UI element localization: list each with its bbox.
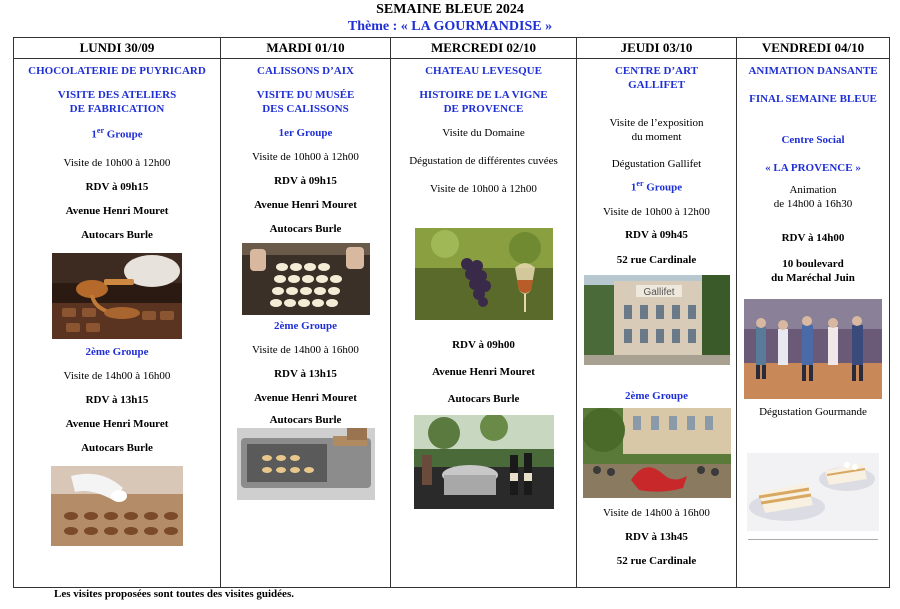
chocolate-pouring-photo — [52, 253, 182, 339]
friday-event: ANIMATION DANSANTE — [748, 65, 878, 77]
day-header-row — [14, 38, 890, 59]
monday-rdv2: RDV à 13h15 — [85, 393, 149, 406]
tuesday-address1: Avenue Henri Mouret — [254, 199, 357, 211]
thursday-tasting: Dégustation Gallifet — [611, 158, 702, 170]
calissons-tray-photo — [242, 243, 370, 315]
schedule-table — [13, 37, 890, 588]
wednesday-address: Avenue Henri Mouret — [432, 366, 535, 378]
friday-address-line1: 10 boulevard — [782, 258, 844, 270]
footer-note: Les visites proposées sont toutes des visites guidées. — [54, 588, 294, 600]
day-header-thursday: JEUDI 03/10 — [577, 38, 737, 59]
friday-rdv: RDV à 14h00 — [781, 232, 845, 244]
monday-group2: 2ème Groupe — [85, 345, 149, 358]
friday-divider — [748, 539, 878, 540]
monday-visit2: Visite de 14h00 à 16h00 — [63, 369, 171, 382]
wednesday-rdv: RDV à 09h00 — [452, 339, 515, 351]
gallifet-sign-text: Gallifet — [642, 286, 675, 298]
wednesday-tasting: Dégustation de différentes cuvées — [409, 155, 558, 167]
tuesday-visit2: Visite de 14h00 à 16h00 — [252, 344, 359, 356]
tuesday-address2: Avenue Henri Mouret — [254, 392, 357, 404]
day-header-tuesday: MARDI 01/10 — [221, 38, 391, 59]
day-header-monday: LUNDI 30/09 — [14, 38, 221, 59]
monday-activity-line1: VISITE DES ATELIERS — [57, 89, 177, 101]
wednesday-visit-time: Visite de 10h00 à 12h00 — [430, 183, 537, 195]
friday-animation-line1: Animation — [789, 184, 837, 196]
friday-final: FINAL SEMAINE BLEUE — [749, 93, 877, 105]
tuesday-activity-line1: VISITE DU MUSÉE — [256, 89, 355, 101]
vineyard-grapes-photo — [415, 228, 553, 320]
thursday-place-line2: GALLIFET — [628, 79, 685, 91]
pastry-photo — [747, 453, 879, 531]
wednesday-activity-line1: HISTOIRE DE LA VIGNE — [419, 89, 548, 101]
wednesday-place: CHATEAU LEVESQUE — [425, 65, 542, 77]
monday-rdv1: RDV à 09h15 — [85, 180, 149, 193]
thursday-group2: 2ème Groupe — [624, 389, 689, 402]
tuesday-place: CALISSONS D’AIX — [257, 65, 354, 77]
thursday-visit2: Visite de 14h00 à 16h00 — [603, 506, 710, 519]
calisson-machine-photo — [237, 428, 375, 500]
friday-venue: Centre Social — [781, 134, 845, 146]
gallifet-garden-photo — [583, 408, 731, 498]
day-header-wednesday: MERCREDI 02/10 — [391, 38, 577, 59]
monday-transport2: Autocars Burle — [81, 441, 153, 454]
wednesday-domain-visit: Visite du Domaine — [442, 127, 525, 139]
thursday-expo-line1: Visite de l’exposition — [609, 117, 704, 129]
thursday-visit1: Visite de 10h00 à 12h00 — [603, 205, 710, 218]
monday-address2: Avenue Henri Mouret — [65, 417, 169, 430]
monday-group1: 1er Groupe — [91, 126, 143, 141]
friday-address-line2: du Maréchal Juin — [771, 272, 855, 284]
thursday-place-line1: CENTRE D’ART — [614, 65, 699, 77]
tuesday-column — [221, 59, 391, 588]
tuesday-rdv2: RDV à 13h15 — [274, 368, 337, 380]
thursday-address2: 52 rue Cardinale — [616, 554, 697, 567]
tuesday-group1: 1er Groupe — [278, 127, 333, 139]
thursday-rdv2: RDV à 13h45 — [625, 530, 688, 543]
gallifet-building-photo — [584, 275, 730, 365]
tuesday-transport2: Autocars Burle — [269, 414, 342, 426]
monday-activity-line2: DE FABRICATION — [69, 103, 165, 115]
wednesday-activity-line2: DE PROVENCE — [443, 103, 524, 115]
thursday-column — [577, 59, 737, 588]
friday-column — [737, 59, 890, 588]
tuesday-visit1: Visite de 10h00 à 12h00 — [252, 151, 359, 163]
tuesday-group2: 2ème Groupe — [273, 320, 338, 332]
thursday-address1: 52 rue Cardinale — [616, 253, 697, 266]
page-title: SEMAINE BLEUE 2024 — [376, 2, 524, 17]
thursday-group1: 1er Groupe — [630, 179, 683, 194]
monday-address1: Avenue Henri Mouret — [65, 204, 169, 217]
monday-transport1: Autocars Burle — [81, 228, 153, 241]
wednesday-column — [391, 59, 577, 588]
tuesday-transport1: Autocars Burle — [269, 223, 342, 235]
friday-animation-line2: de 14h00 à 16h30 — [773, 198, 853, 210]
friday-tasting: Dégustation Gourmande — [759, 406, 867, 418]
day-header-friday: VENDREDI 04/10 — [737, 38, 890, 59]
monday-column — [14, 59, 221, 588]
tuesday-rdv1: RDV à 09h15 — [274, 175, 337, 187]
monday-visit1: Visite de 10h00 à 12h00 — [63, 156, 171, 169]
thursday-rdv1: RDV à 09h45 — [625, 228, 688, 241]
thursday-expo-line2: du moment — [631, 131, 682, 143]
tuesday-activity-line2: DES CALISSONS — [262, 103, 349, 115]
friday-venue-name: « LA PROVENCE » — [765, 162, 861, 174]
wednesday-transport: Autocars Burle — [447, 393, 520, 405]
dancing-photo — [744, 299, 882, 399]
wine-tasting-photo — [414, 415, 554, 509]
theme-subtitle: Thème : « LA GOURMANDISE » — [347, 19, 553, 34]
chocolate-molds-photo — [51, 466, 183, 546]
monday-place: CHOCOLATERIE DE PUYRICARD — [28, 65, 206, 77]
